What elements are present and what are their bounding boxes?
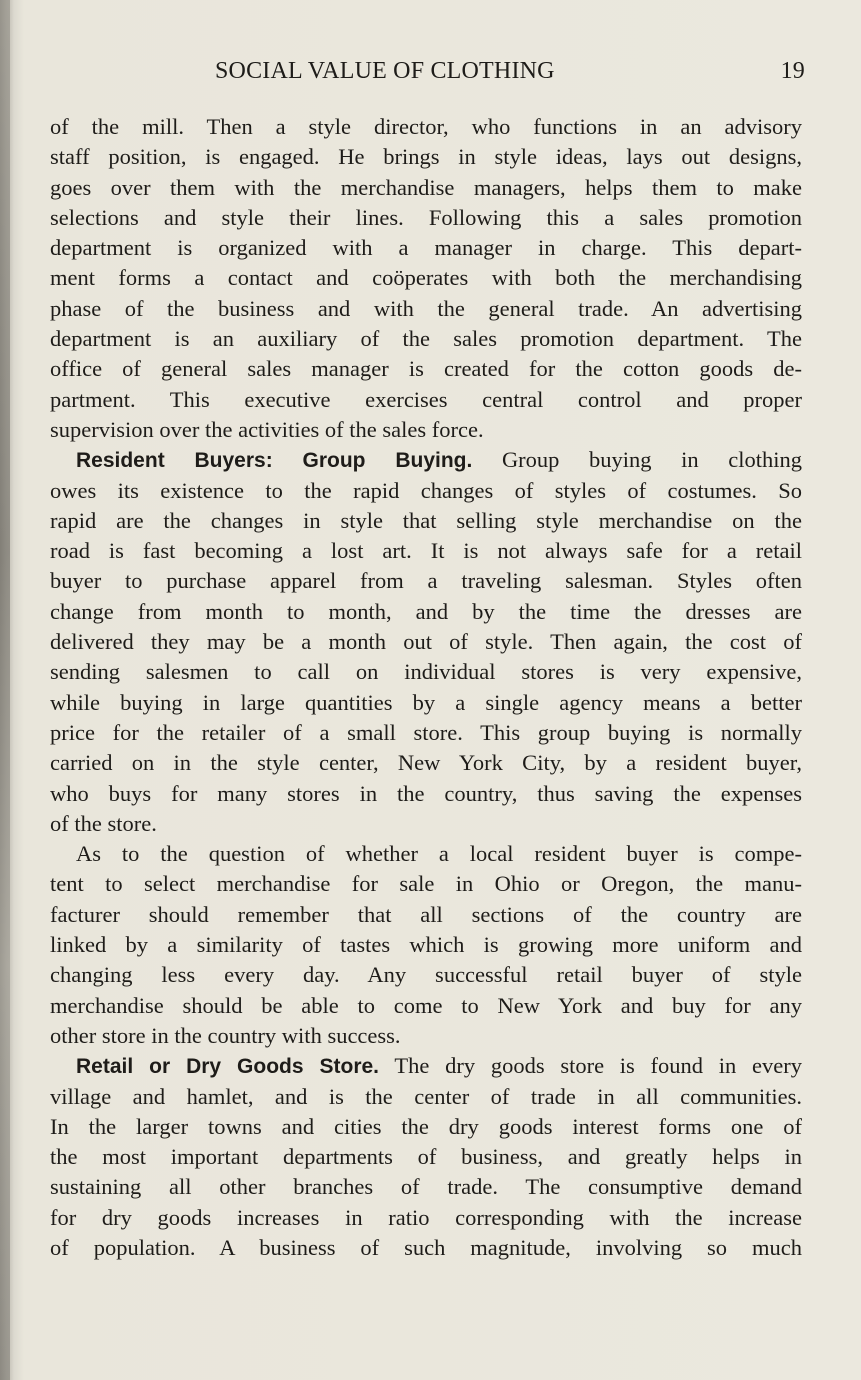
text-line: office of general sales manager is created for the cotton goods de- <box>50 356 802 382</box>
section-first-line <box>50 1051 802 1081</box>
text-line: price for the retailer of a small store. This group buying is normally <box>50 719 802 745</box>
text-line: tent to select merchandise for sale in Ohio or Oregon, the manu- <box>50 871 802 897</box>
text-line: department is organized with a manager in charge. This depart- <box>50 235 802 261</box>
text-fragment: The dry goods store is found in every <box>394 1053 803 1079</box>
text-line: for dry goods increases in ratio corresponding with the increase <box>50 1204 802 1230</box>
text-line: village and hamlet, and is the center of trade in all communities. <box>50 1083 802 1109</box>
body-text <box>50 112 802 1263</box>
running-head <box>215 58 805 90</box>
text-line: staff position, is engaged. He brings in style ideas, lays out designs, <box>50 144 802 170</box>
text-line: phase of the business and with the general trade. An advertising <box>50 295 802 321</box>
text-line: buyer to purchase apparel from a traveling salesman. Styles often <box>50 568 802 594</box>
text-line: of the store. <box>50 810 157 836</box>
text-line: partment. This executive exercises central control and proper <box>50 386 802 412</box>
text-line: As to the question of whether a local resident buyer is compe- <box>76 841 802 867</box>
text-line: supervision over the activities of the sales force. <box>50 416 484 442</box>
text-line: other store in the country with success. <box>50 1022 401 1048</box>
text-line: change from month to month, and by the time the dresses are <box>50 598 802 624</box>
text-line: changing less every day. Any successful retail buyer of style <box>50 962 802 988</box>
section-first-line <box>50 445 802 475</box>
section-heading: Resident Buyers: Group Buying. <box>76 449 473 473</box>
section-heading: Retail or Dry Goods Store. <box>76 1055 380 1079</box>
text-line: rapid are the changes in style that selling style merchandise on the <box>50 507 802 533</box>
text-fragment: Group buying in clothing <box>501 447 802 473</box>
text-line: In the larger towns and cities the dry goods interest forms one of <box>50 1113 802 1139</box>
text-line: while buying in large quantities by a single agency means a better <box>50 689 802 715</box>
text-line: goes over them with the merchandise managers, helps them to make <box>50 174 802 200</box>
text-line: department is an auxiliary of the sales promotion department. The <box>50 326 802 352</box>
text-line: of population. A business of such magnitude, involving so much <box>50 1234 802 1260</box>
text-line: of the mill. Then a style director, who functions in an advisory <box>50 114 802 139</box>
text-line: road is fast becoming a lost art. It is not always safe for a retail <box>50 538 802 564</box>
text-line: who buys for many stores in the country, thus saving the expenses <box>50 780 802 806</box>
text-line: carried on in the style center, New York City, by a resident buyer, <box>50 750 802 776</box>
text-line: the most important departments of business, and greatly helps in <box>50 1144 802 1170</box>
binding-shadow <box>0 0 10 1380</box>
text-line: facturer should remember that all sections of the country are <box>50 901 802 927</box>
running-title: SOCIAL VALUE OF CLOTHING <box>215 58 555 84</box>
text-line: owes its existence to the rapid changes of styles of costumes. So <box>50 477 802 503</box>
text-line: merchandise should be able to come to New York and buy for any <box>50 992 802 1018</box>
text-line: ment forms a contact and coöperates with both the merchandising <box>50 265 802 291</box>
text-line: linked by a similarity of tastes which is growing more uniform and <box>50 932 802 958</box>
text-line: selections and style their lines. Following this a sales promotion <box>50 204 802 230</box>
text-line: sending salesmen to call on individual stores is very expensive, <box>50 659 802 685</box>
text-line: delivered they may be a month out of style. Then again, the cost of <box>50 629 802 655</box>
page-number: 19 <box>780 58 805 84</box>
text-line: sustaining all other branches of trade. The consumptive demand <box>50 1174 802 1200</box>
